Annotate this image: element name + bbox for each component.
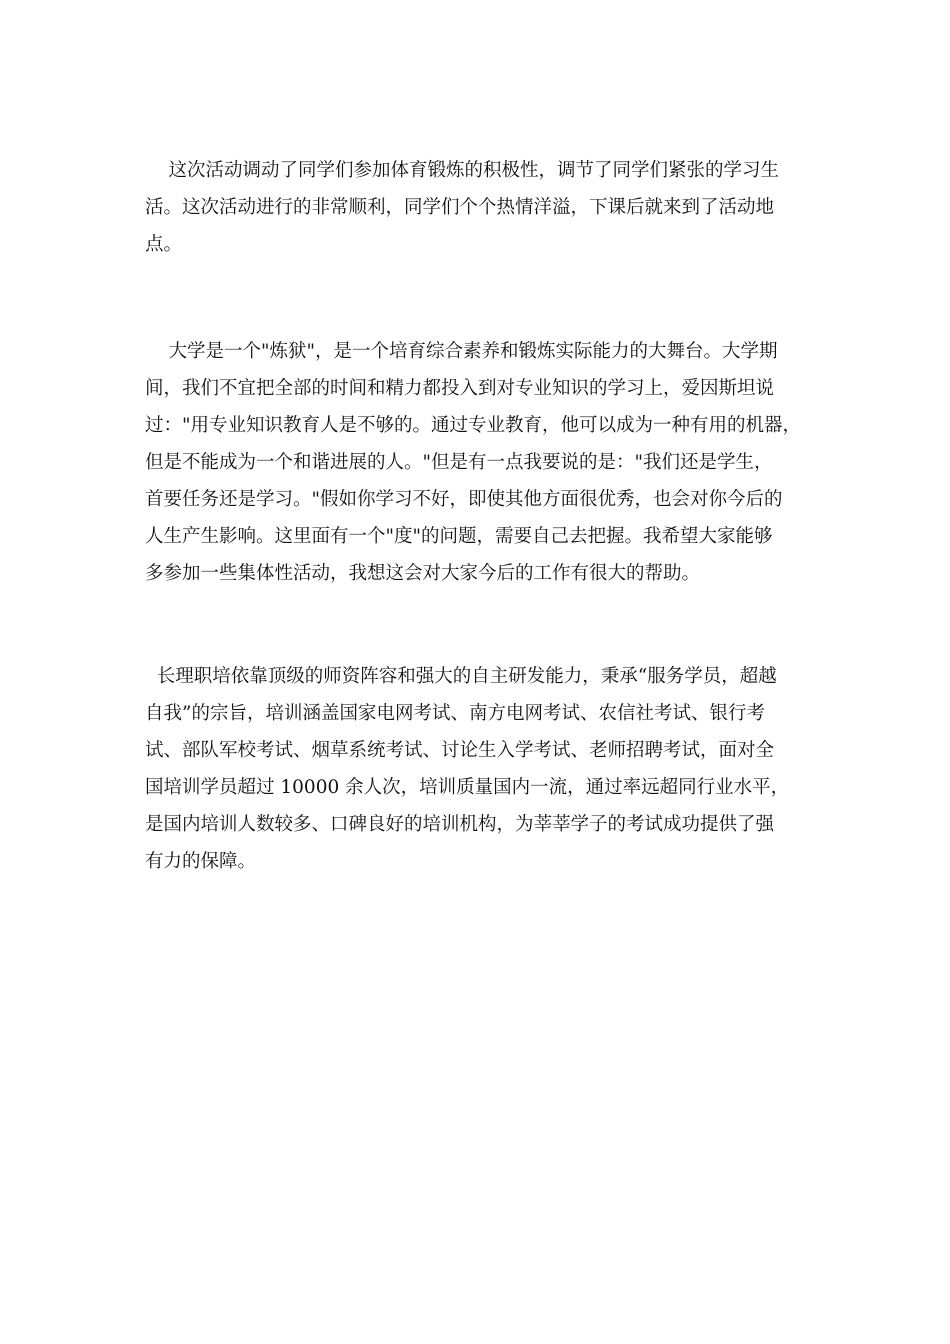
text-line: 活。这次活动进行的非常顺利，同学们个个热情洋溢，下课后就来到了活动地 — [145, 197, 775, 218]
text-line: 自我”的宗旨，培训涵盖国家电网考试、南方电网考试、农信社考试、银行考 — [145, 703, 765, 724]
text-line: 国培训学员超过 10000 余人次，培训质量国内一流，通过率远超同行业水平， — [145, 777, 790, 798]
text-line: 是国内培训人数较多、口碑良好的培训机构，为莘莘学子的考试成功提供了强 — [145, 814, 775, 835]
text-line: 试、部队军校考试、烟草系统考试、讨论生入学考试、老师招聘考试，面对全 — [145, 740, 775, 761]
text-line: 有力的保障。 — [145, 851, 257, 872]
paragraph-training-ad — [145, 658, 835, 880]
text-line: 间，我们不宜把全部的时间和精力都投入到对专业知识的学习上，爱因斯坦说 — [145, 378, 775, 399]
text-line: 多参加一些集体性活动，我想这会对大家今后的工作有很大的帮助。 — [145, 563, 701, 584]
text-line: 过："用专业知识教育人是不够的。通过专业教育，他可以成为一种有用的机器， — [145, 415, 802, 436]
text-line: 人生产生影响。这里面有一个"度"的问题，需要自己去把握。我希望大家能够 — [145, 526, 773, 547]
text-line: 点。 — [145, 234, 183, 255]
paragraph-activity — [145, 152, 835, 263]
paragraph-university — [145, 333, 835, 592]
text-line: 但是不能成为一个和谐进展的人。"但是有一点我要说的是："我们还是学生， — [145, 452, 773, 473]
text-line: 大学是一个"炼狱"，是一个培育综合素养和锻炼实际能力的大舞台。大学期 — [145, 341, 778, 362]
text-line: 长理职培依靠顶级的师资阵容和强大的自主研发能力，秉承“服务学员，超越 — [145, 666, 777, 687]
text-line: 首要任务还是学习。"假如你学习不好，即使其他方面很优秀，也会对你今后的 — [145, 489, 783, 510]
text-line: 这次活动调动了同学们参加体育锻炼的积极性，调节了同学们紧张的学习生 — [145, 160, 780, 181]
